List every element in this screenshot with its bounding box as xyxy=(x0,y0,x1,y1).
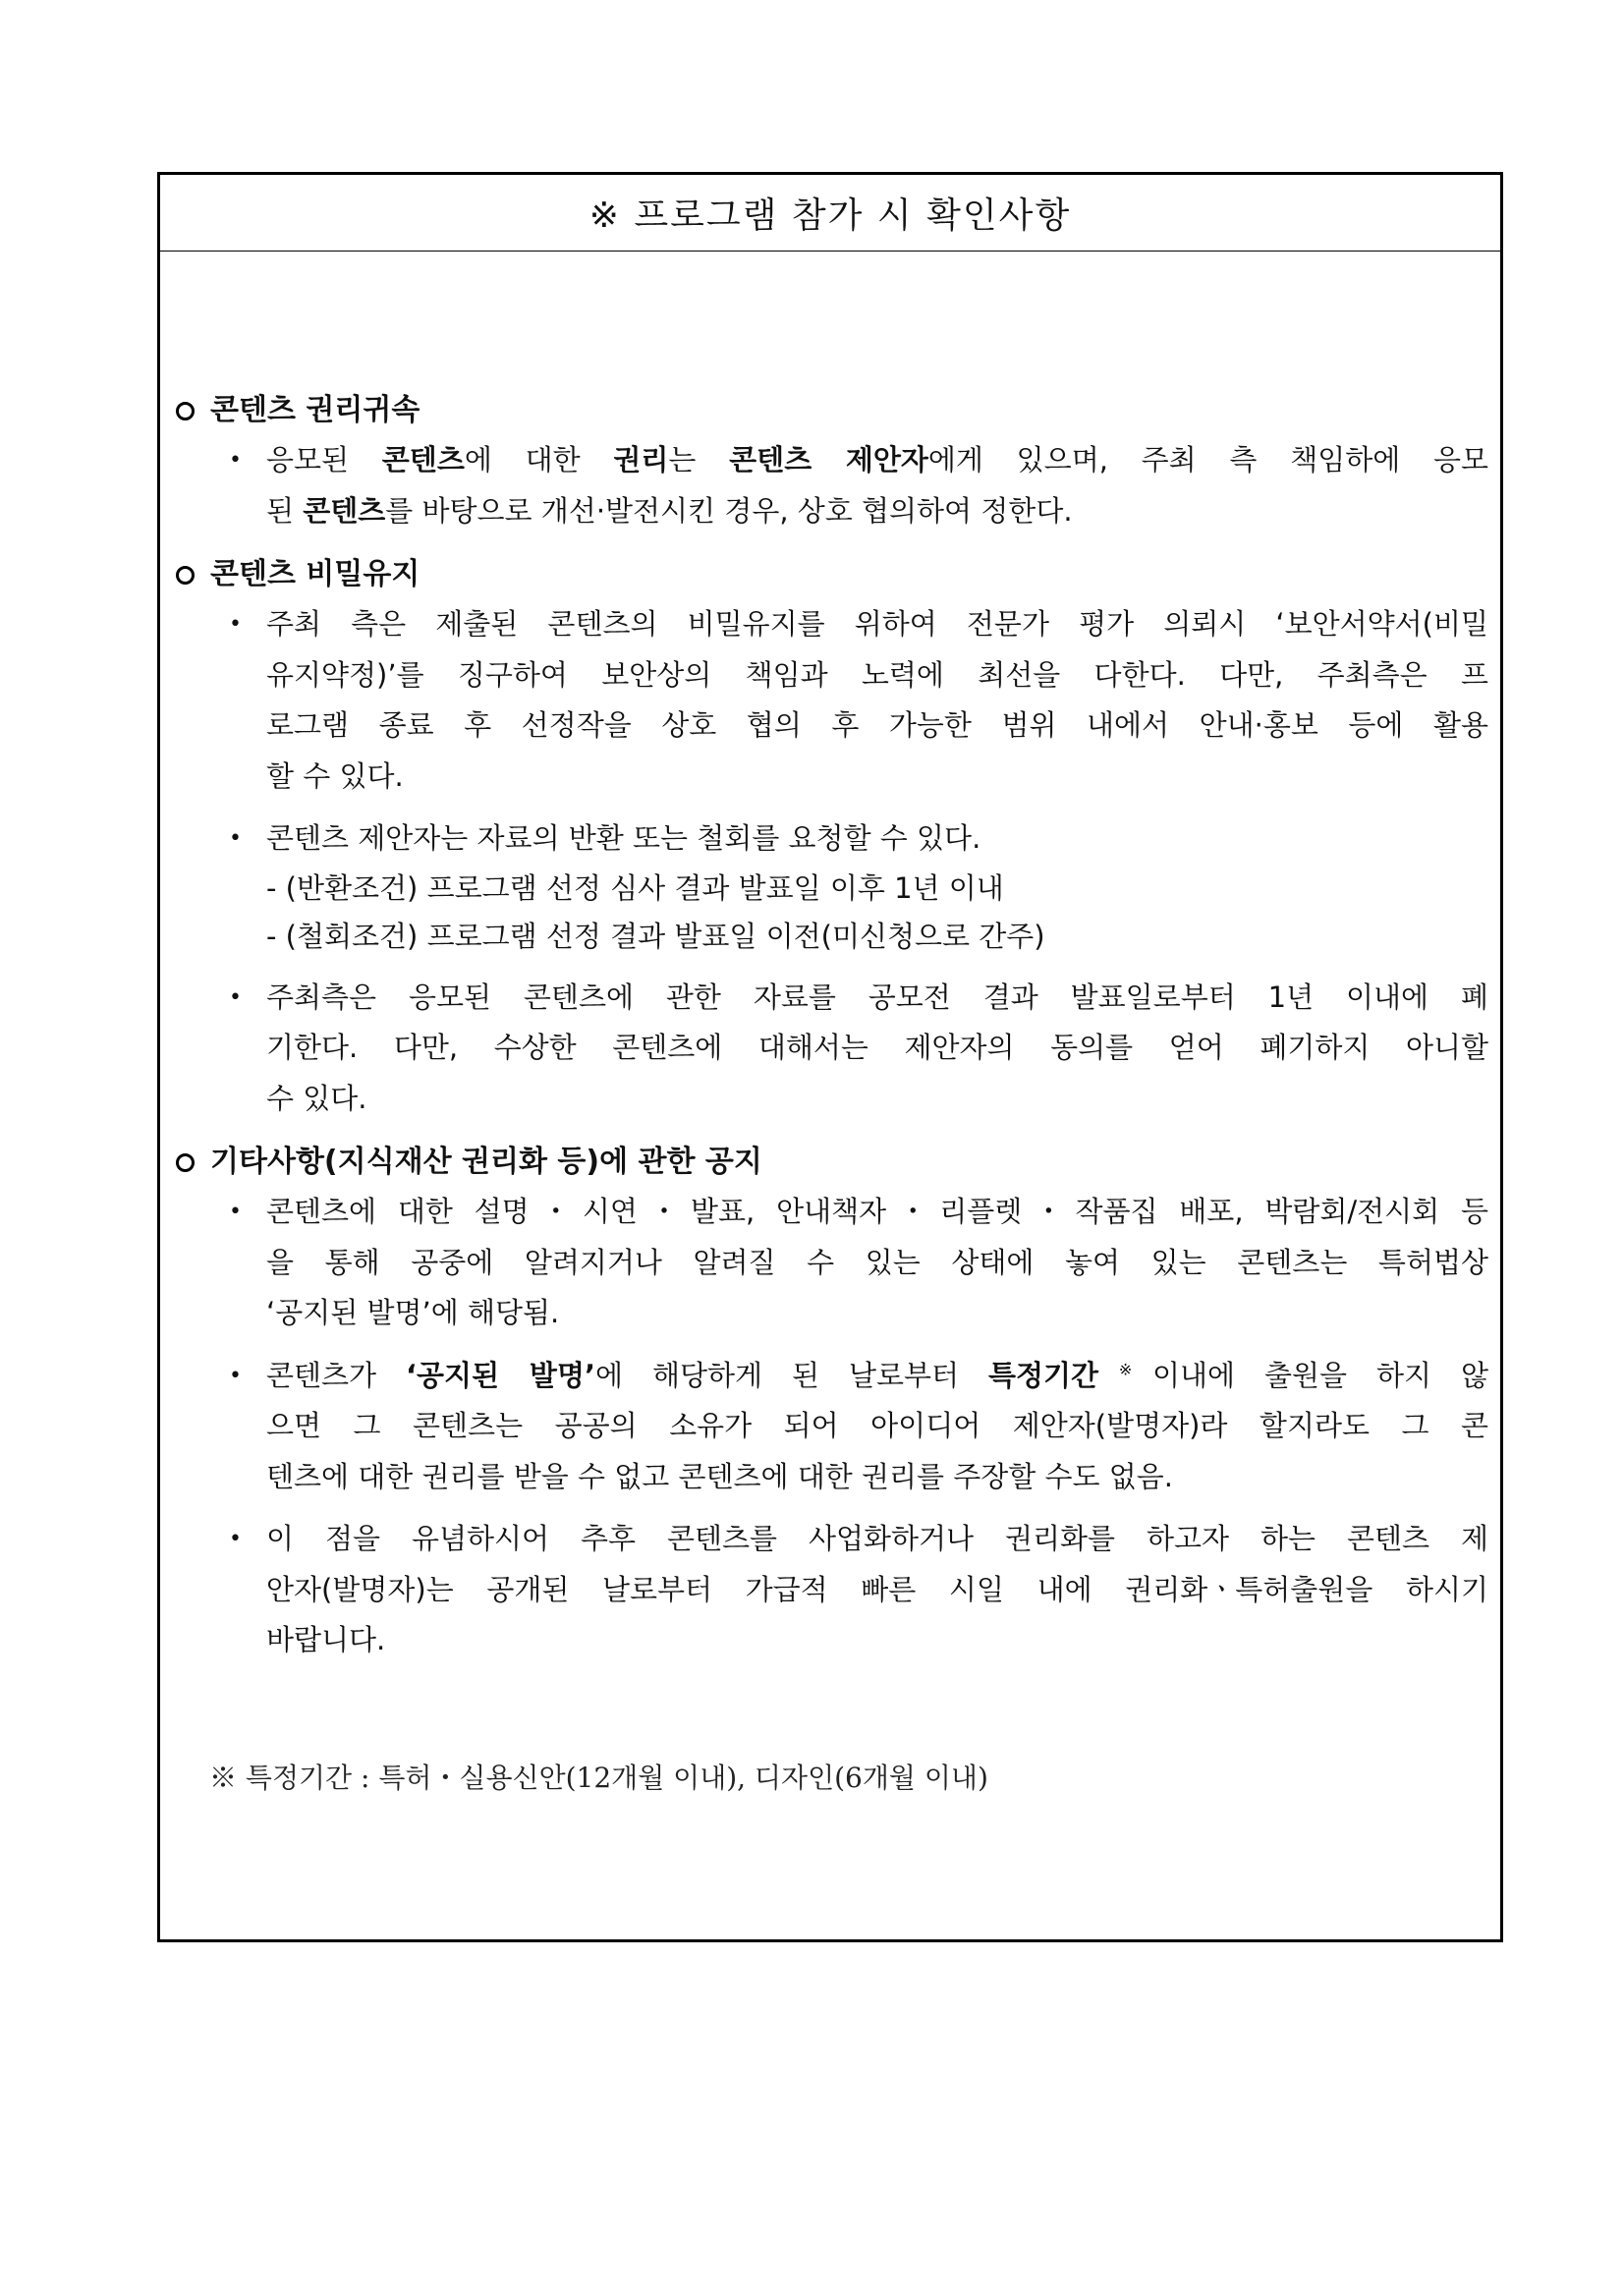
section-confidentiality xyxy=(173,550,1488,1124)
sub-item: - (철회조건) 프로그램 선정 결과 발표일 이전(미신청으로 간주) xyxy=(266,919,1045,953)
sub-item: - (반환조건) 프로그램 선정 심사 결과 발표일 이후 1년 이내 xyxy=(266,870,1004,905)
section-heading: 콘텐츠 권리귀속 xyxy=(173,386,1488,435)
bullet-dot-icon: • xyxy=(229,1200,242,1224)
section-public-disclosure xyxy=(173,1138,1488,1666)
bullet-dot-icon: • xyxy=(229,1527,242,1551)
list-item: • 응모된 콘텐츠에 대한 권리는 콘텐츠 제안자에게 있으며, 주최 측 책임하에 응모 된 콘텐츠를 바탕으로 개선·발전시킨 경우, 상호 협의하여 정한다. xyxy=(173,435,1488,536)
notice-box xyxy=(157,172,1503,1942)
list-item: • 이 점을 유념하시어 추후 콘텐츠를 사업화하거나 권리화를 하고자 하는 콘텐츠 제 안자(발명자)는 공개된 날로부터 가급적 빠른 시일 내에 권리화ㆍ특허출원을 하시기 바랍니다. xyxy=(173,1514,1488,1666)
section-heading: 기타사항(지식재산 권리화 등)에 관한 공지 xyxy=(173,1138,1488,1187)
list-item: • 콘텐츠가 ‘공지된 발명’에 해당하게 된 날로부터 특정기간※이내에 출원을 하지 않 으면 그 콘텐츠는 공공의 소유가 되어 아이디어 제안자(발명자)라 할지라도 그 콘 텐츠에 대한 권리를 받을 수 없고 콘텐츠에 대한 권리를 주장할 수도 없음. xyxy=(173,1351,1488,1503)
list-item: • 주최측은 응모된 콘텐츠에 관한 자료를 공모전 결과 발표일로부터 1년 이내에 폐 기한다. 다만, 수상한 콘텐츠에 대해서는 제안자의 동의를 얻어 폐기하지 아니할 수 있다. xyxy=(173,973,1488,1125)
circle-bullet-icon xyxy=(176,1153,195,1172)
circle-bullet-icon xyxy=(176,566,195,585)
bullet-dot-icon: • xyxy=(229,448,242,473)
bullet-dot-icon: • xyxy=(229,984,242,1010)
list-item: • 콘텐츠에 대한 설명・시연・발표, 안내책자・리플렛・작품집 배포, 박람회/전시회 등 을 통해 공중에 알려지거나 알려질 수 있는 상태에 놓여 있는 콘텐츠는 특허법상 ‘공지된 발명’에 해당됨. xyxy=(173,1187,1488,1339)
list-item: • 주최 측은 제출된 콘텐츠의 비밀유지를 위하여 전문가 평가 의뢰시 ‘보안서약서(비밀 유지약정)’를 징구하여 보안상의 책임과 노력에 최선을 다한다. 다만, 주최측은 프 로그램 종료 후 선정작을 상호 협의 후 가능한 범위 내에서 안내·홍보 등에 활용 할 수 있다. xyxy=(173,599,1488,802)
footnote: ※ 특정기간 : 특허・실용신안(12개월 이내), 디자인(6개월 이내) xyxy=(209,1762,988,1794)
section-rights-ownership xyxy=(173,386,1488,536)
bullet-dot-icon: • xyxy=(229,1363,242,1388)
page-title: ※ 프로그램 참가 시 확인사항 xyxy=(160,175,1500,252)
circle-bullet-icon xyxy=(176,402,195,420)
notice-content xyxy=(173,386,1488,1680)
bullet-dot-icon: • xyxy=(229,612,242,637)
list-item: • 콘텐츠 제안자는 자료의 반환 또는 철회를 요청할 수 있다. xyxy=(173,813,1488,865)
bullet-dot-icon: • xyxy=(229,826,242,851)
section-heading: 콘텐츠 비밀유지 xyxy=(173,550,1488,599)
